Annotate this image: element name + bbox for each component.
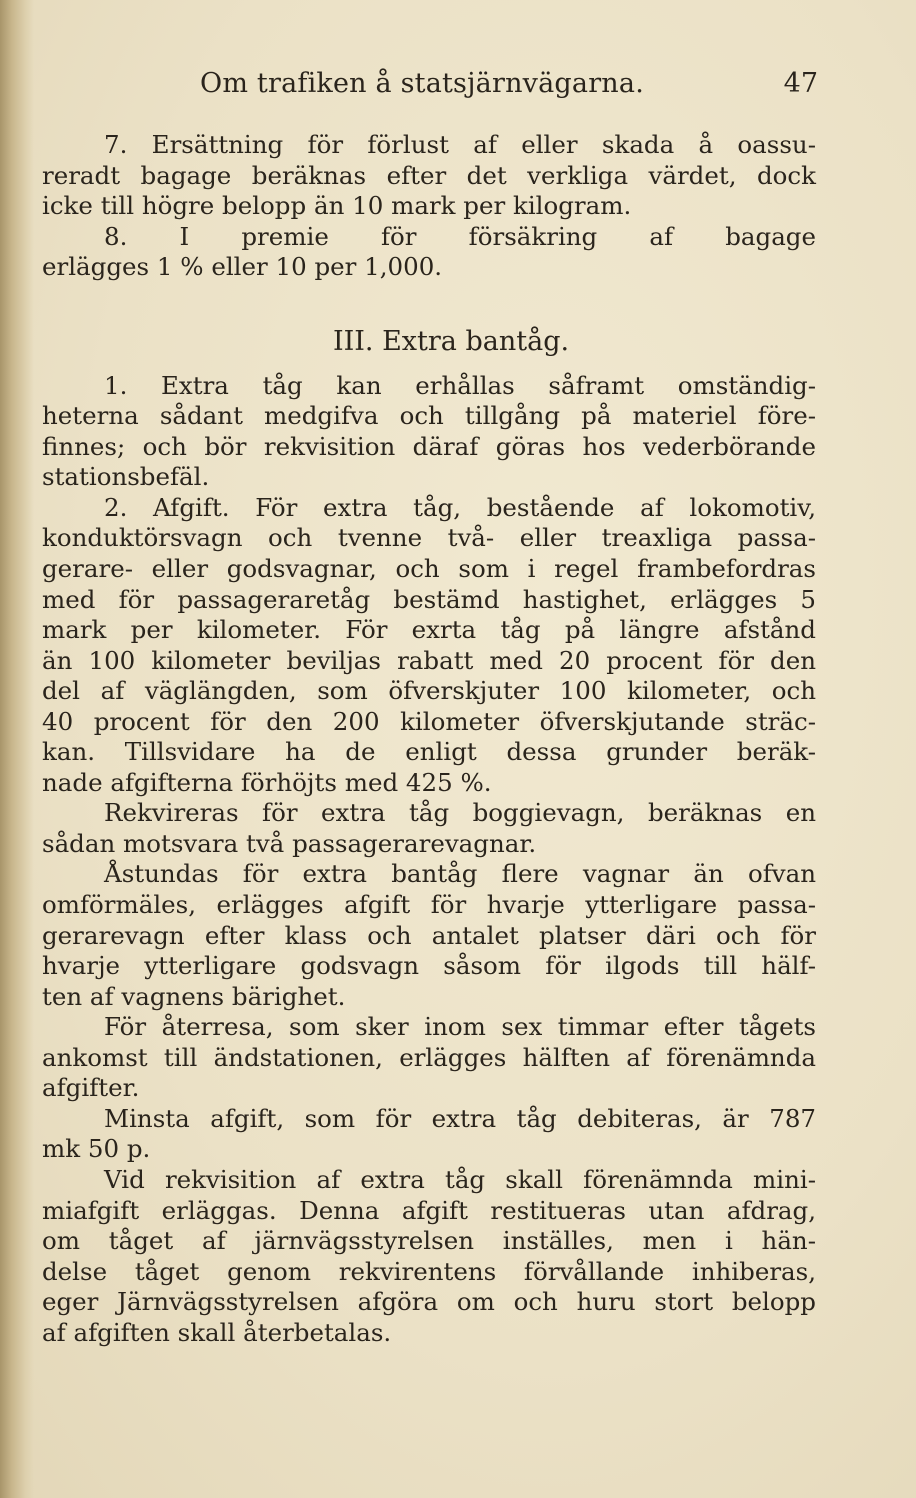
text-line: Rekvireras för extra tåg boggievagn, beräknas en (104, 798, 816, 828)
text-line: Åstundas för extra bantåg flere vagnar än ofvan (104, 859, 816, 889)
text-line: 40 procent för den 200 kilometer öfverskjutande sträc- (42, 706, 816, 736)
text-line: hvarje ytterligare godsvagn såsom för ilgods till hälf- (42, 951, 816, 981)
text-line: 7. Ersättning för förlust af eller skada å oassu- (104, 130, 816, 159)
text-line: ankomst till ändstationen, erlägges hälften af förenämnda (42, 1042, 816, 1072)
text-line: med för passageraretåg bestämd hastighet, erlägges 5 (42, 584, 816, 614)
text-line: reradt bagage beräknas efter det verkliga värdet, dock (42, 160, 816, 190)
text-line: miafgift erläggas. Denna afgift restitueras utan afdrag, (42, 1195, 816, 1225)
text-line: För återresa, som sker inom sex timmar efter tågets (104, 1012, 816, 1042)
running-title: Om trafiken å statsjärnvägarna. (200, 68, 644, 99)
text-line: afgifter. (42, 1073, 140, 1103)
text-line: delse tåget genom rekvirentens förvållande inhiberas, (42, 1256, 816, 1286)
text-line: icke till högre belopp än 10 mark per kilogram. (42, 191, 632, 221)
text-line: erlägges 1 % eller 10 per 1,000. (42, 252, 443, 282)
page-number: 47 (783, 68, 818, 99)
text-line: Vid rekvisition af extra tåg skall förenämnda mini- (104, 1164, 816, 1194)
text-line: om tåget af järnvägsstyrelsen inställes, men i hän- (42, 1226, 816, 1256)
text-line: 8. I premie för försäkring af bagage (104, 221, 816, 251)
text-line: mark per kilometer. För exrta tåg på längre afstånd (42, 615, 816, 645)
text-line: Minsta afgift, som för extra tåg debiteras, är 787 (104, 1103, 816, 1133)
text-line: eger Järnvägsstyrelsen afgöra om och huru stort belopp (42, 1287, 816, 1317)
text-line: heterna sådant medgifva och tillgång på materiel före- (42, 401, 816, 431)
section-heading: III. Extra bantåg. (332, 325, 570, 357)
body-text (42, 130, 816, 1348)
text-line: 2. Afgift. För extra tåg, bestående af lokomotiv, (104, 492, 816, 522)
text-line: stationsbefäl. (42, 462, 210, 492)
text-line: omförmäles, erlägges afgift för hvarje ytterligare passa- (42, 890, 816, 920)
text-line: kan. Tillsvidare ha de enligt dessa grunder beräk- (42, 737, 816, 767)
text-line: gerarevagn efter klass och antalet platser däri och för (42, 920, 816, 950)
text-line: nade afgifterna förhöjts med 425 %. (42, 767, 492, 797)
text-line: finnes; och bör rekvisition däraf göras hos vederbörande (42, 431, 816, 461)
text-line: af afgiften skall återbetalas. (42, 1317, 392, 1347)
text-line: gerare- eller godsvagnar, och som i regel frambefordras (42, 554, 816, 584)
text-line: än 100 kilometer beviljas rabatt med 20 procent för den (42, 645, 816, 675)
text-line: del af väglängden, som öfverskjuter 100 kilometer, och (42, 676, 816, 706)
text-line: sådan motsvara två passagerarevagnar. (42, 828, 537, 858)
text-line: konduktörsvagn och tvenne två- eller treaxliga passa- (42, 523, 816, 553)
text-line: mk 50 p. (42, 1134, 151, 1164)
text-line: ten af vagnens bärighet. (42, 981, 346, 1011)
text-line: 1. Extra tåg kan erhållas såframt omständig- (104, 370, 816, 400)
page-header (200, 68, 820, 108)
page-spine-shadow (0, 0, 34, 1498)
